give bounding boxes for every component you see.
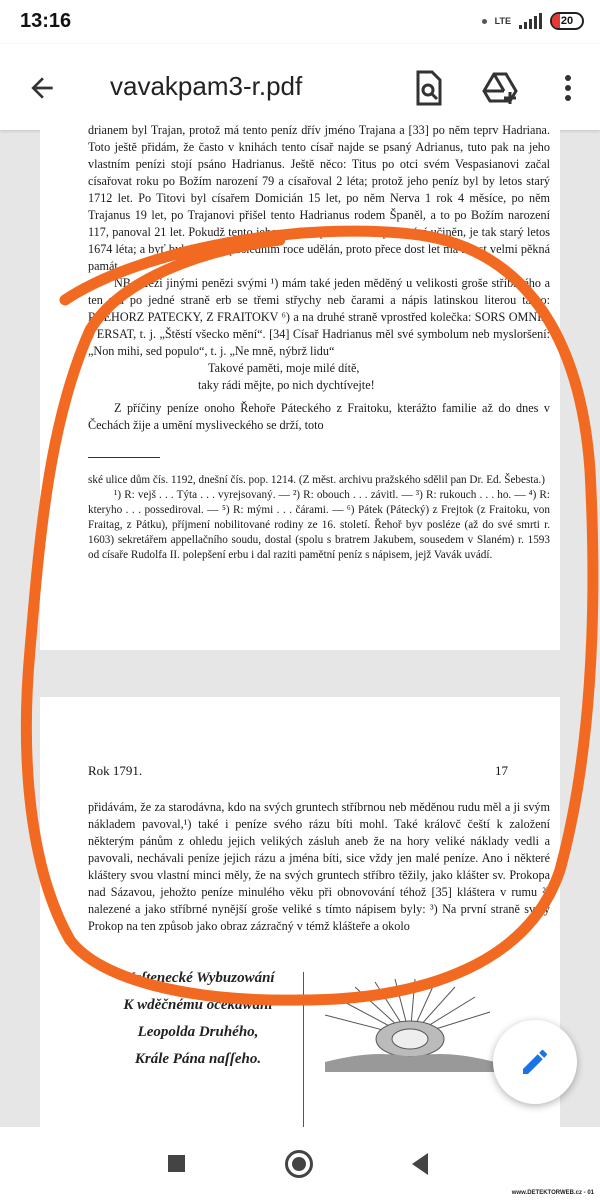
column-divider — [303, 972, 304, 1127]
signal-icon — [519, 13, 542, 29]
blackletter-line: K wděčnému očekáwání — [123, 997, 273, 1013]
recents-square-icon[interactable] — [168, 1155, 185, 1172]
home-circle-icon[interactable] — [285, 1150, 313, 1178]
running-header: Rok 1791. — [88, 763, 143, 778]
add-to-drive-icon[interactable] — [480, 68, 520, 108]
blackletter-title — [98, 965, 298, 1073]
edit-fab[interactable] — [493, 1020, 577, 1104]
more-vert-icon[interactable] — [548, 68, 588, 108]
verse-line: taky rádi mějte, po nich dychtívejte! — [198, 378, 375, 392]
page-number: 17 — [495, 763, 508, 778]
footnote: ¹) R: vejš . . . Týta . . . vyrejsovaný. — ²) R: obouch . . . závitl. — ³) R: rukouch . . . ho. — ⁴) R: kteryho . . . possediroval. — ⁵) R: mými . . . čárami. — ⁶) Pátek (Pátecký) z Frejtok (z Fraitoku, von Fraitag, z Pátku), příjmení nobilitované rodiny ze 16. století. Řehoř byv posléze (až do své smrti r. 1603) sekretářem appellačního soudu, dostal (spolu s bratrem Jakubem, sousedem v Slaném) r. 1593 od císaře Rudolfa II. polepšení erbu i dal raziti pamětní peníz s nápisem, jejž Vavák uvádí. — [88, 489, 550, 561]
rising-sun-emblem — [315, 977, 505, 1077]
footnote-divider — [88, 457, 160, 458]
arrow-back-icon[interactable] — [26, 72, 58, 104]
document-title: vavakpam3-r.pdf — [110, 71, 303, 101]
pdf-page[interactable] — [40, 697, 560, 1127]
page-body-text — [88, 122, 550, 434]
blackletter-line: Waſtenecké Wybuzowání — [121, 970, 275, 986]
system-navigation-bar — [0, 1127, 600, 1200]
edit-pencil-icon — [519, 1046, 551, 1078]
watermark: www.DETEKTORWEB.cz - 01 — [511, 1190, 594, 1196]
footnote: ské ulice dům čís. 1192, dnešní čís. pop. 1214. (Z měst. archivu pražského sdělil pan Dr. Ed. Šebesta.) — [88, 474, 545, 486]
notification-dot-icon — [482, 19, 487, 24]
network-indicator — [495, 17, 511, 26]
search-in-document-icon[interactable] — [408, 68, 448, 108]
page-body-text — [88, 799, 550, 935]
paragraph: přidávám, že za starodávna, kdo na svých gruntech stříbrnou neb měděnou rudu měl a ji svým nákladem pavoval,¹) také i peníze svého rázu bíti mohl. Také královč čeští k založení některým pánům z ohledu jejich velikých zásluh aneb že na hory veliké náklady vedli a pavovali, nechávali peníze jejich rázu a jména bíti, sice vždy jen malé peníze. Ano i některé kláštery svou vlastní minci měly, že na svých gruntech stříbro těžily, jako klášter sv. Prokopa nad Sázavou, jehožto peníze minulého věku při obnovování téhož [35] kláštera v rumu ²) nalezené a jako stříbrné nynější groše veliké s tímto nápisem byly: ³) Na první straně svatý Prokop na ten způsob jako obraz zázračný v témž klášteře a okolo — [88, 800, 550, 933]
blackletter-line: Leopolda Druhého, — [137, 1024, 259, 1040]
blackletter-line: Krále Pána naſſeho. — [134, 1051, 262, 1067]
battery-level: 20 — [560, 15, 574, 27]
network-type: LTE — [494, 15, 511, 26]
pdf-page[interactable] — [40, 123, 560, 650]
clock: 13:16 — [20, 10, 72, 32]
verse-line: Takové paměti, moje milé dítě, — [208, 361, 360, 375]
paragraph: NB. Mezi jinými penězi svými ¹) mám také jeden měděný u velikosti groše stříbrného a ten má po jedné straně erb se třemi střychy neb čarami a nápis latinskou literou takto: RZEHORZ PATECKY, Z FRAITOKV ⁶) a na druhé straně vprostřed kolečka: SORS OMNIA VERSAT, t. j. „Štěstí všecko mění“. [34] Císař Hadrianus měl své symbolum neb mysloršení: „Non mihi, sed populo“, t. j. „Ne mně, nýbrž lidu“ — [88, 276, 550, 358]
paragraph: Z příčiny peníze onoho Řehoře Páteckého z Fraitoku, kterážto familie až do dnes v Čechách žije a umění mysliveckého se drží, toto — [88, 401, 550, 432]
status-bar — [0, 0, 600, 44]
status-icons — [482, 12, 584, 30]
paragraph: drianem byl Trajan, protož má tento peníz dřív jméno Trajana a [33] po něm teprv Hadriana. Toto ještě přidám, že často v knihách tento císař najde se psaný Adrianus, tuto pak na jeho vlastním penízi stojí psáno Hadrianus. Ještě něco: Titus po otci svém Vespasianovi začal císařovat roku po Božím narození 79 a císařoval 2 léta; protož jeho peníz byl by letos starý 1712 let. Po Titovi byl císařem Domicián 15 let, po něm Nerva 1 rok 4 měsíce, po něm Trajanus 19 let, po Trajanovi přišel tento Hadrianus rodem Španěl, a to po Božím narození 117, panoval 21 let. Pokudž tento jeho peníz v prvním roce panování učiněn, je tak starý letos 1674 léta; a byť byl třebas v posledním roce udělán, proto přece dost let má a jest velmi pěkná památ. — [88, 123, 550, 273]
app-bar — [0, 44, 600, 130]
battery-icon — [550, 12, 584, 30]
footnotes — [88, 473, 550, 563]
back-triangle-icon[interactable] — [412, 1153, 428, 1175]
